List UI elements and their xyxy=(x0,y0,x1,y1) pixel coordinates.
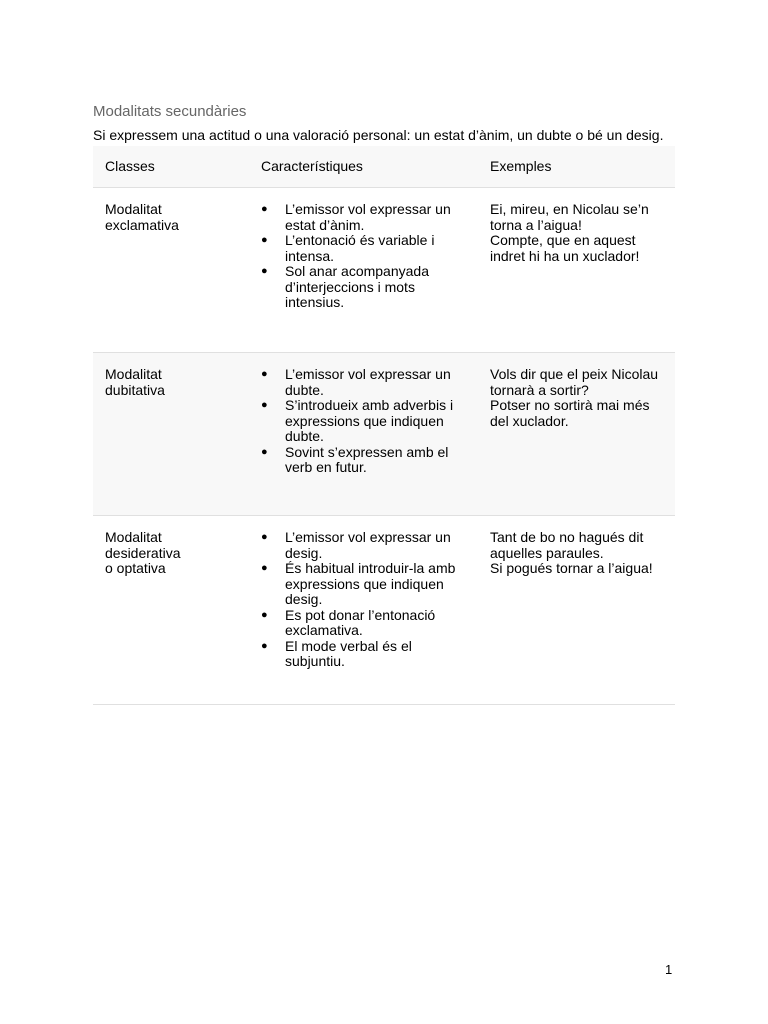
table-row xyxy=(93,516,675,705)
features-cell xyxy=(261,367,466,476)
list-item xyxy=(261,264,466,311)
list-item xyxy=(261,233,466,264)
feature-text: Es pot donar l’entonació exclamativa. xyxy=(285,606,436,638)
feature-text: L’entonació és variable i intensa. xyxy=(285,232,435,264)
class-name-line: Modalitat xyxy=(105,529,162,545)
feature-text: L’emissor vol expressar un dubte. xyxy=(285,366,451,398)
feature-text: Sovint s’expressen amb el verb en futur. xyxy=(285,443,449,475)
examples-cell xyxy=(490,530,670,577)
class-name-line: Modalitat xyxy=(105,366,162,382)
header-classes: Classes xyxy=(105,158,155,174)
bullet-icon: ● xyxy=(261,445,268,458)
class-cell xyxy=(105,202,245,233)
feature-text: El mode verbal és el subjuntiu. xyxy=(285,637,412,669)
class-cell xyxy=(105,530,245,577)
features-cell xyxy=(261,202,466,311)
example-text: Tant de bo no hagués dit aquelles paraules. xyxy=(490,529,644,561)
bullet-icon: ● xyxy=(261,234,268,246)
list-item xyxy=(261,530,466,561)
list-item xyxy=(261,639,466,670)
bullet-icon: ● xyxy=(261,265,268,277)
list-item xyxy=(261,367,466,398)
header-features: Característiques xyxy=(261,158,363,174)
features-cell xyxy=(261,530,466,670)
bullet-icon: ● xyxy=(261,203,268,215)
example-text: Vols dir que el peix Nicolau tornarà a sortir? xyxy=(490,366,659,398)
intro-text: Si expressem una actitud o una valoració personal: un estat d’ànim, un dubte o bé un desig. xyxy=(93,127,664,143)
features-list xyxy=(261,367,466,476)
feature-text: Sol anar acompanyada d’interjeccions i mots intensius. xyxy=(285,263,429,310)
bullet-icon: ● xyxy=(261,368,268,380)
feature-text: És habitual introduir-la amb expressions que indiquen desig. xyxy=(285,560,456,607)
bullet-icon: ● xyxy=(261,399,268,411)
feature-text: L’emissor vol expressar un estat d’ànim. xyxy=(285,201,451,233)
feature-text: L’emissor vol expressar un desig. xyxy=(285,529,451,561)
class-name-line: Modalitat xyxy=(105,201,162,217)
list-item xyxy=(261,202,466,233)
examples-cell xyxy=(490,202,670,264)
class-name-line: o optativa xyxy=(105,560,166,576)
header-examples: Exemples xyxy=(490,158,552,174)
features-list xyxy=(261,530,466,670)
bullet-icon: ● xyxy=(261,639,268,652)
bullet-icon: ● xyxy=(261,562,268,574)
feature-text: S’introdueix amb adverbis i expressions que indiquen dubte. xyxy=(285,397,454,444)
example-text: Potser no sortirà mai més del xuclador. xyxy=(490,397,650,429)
table-header-row xyxy=(93,146,675,188)
bullet-icon: ● xyxy=(261,608,268,621)
examples-cell xyxy=(490,367,670,429)
example-text: Compte, que en aquest indret hi ha un xuclador! xyxy=(490,232,640,264)
list-item xyxy=(261,398,466,445)
class-name-line: dubitativa xyxy=(105,381,165,398)
example-text: Si pogués tornar a l’aigua! xyxy=(490,560,653,576)
table-row xyxy=(93,353,675,516)
class-name-line: exclamativa xyxy=(105,216,179,233)
page-number: 1 xyxy=(665,962,673,977)
list-item xyxy=(261,445,466,476)
class-name-line: desiderativa xyxy=(105,544,181,561)
section-title: Modalitats secundàries xyxy=(93,103,247,120)
table-row xyxy=(93,188,675,353)
modalities-table xyxy=(93,146,675,705)
example-text: Ei, mireu, en Nicolau se’n torna a l’aigua! xyxy=(490,201,649,233)
list-item xyxy=(261,608,466,639)
list-item xyxy=(261,561,466,608)
bullet-icon: ● xyxy=(261,531,268,543)
features-list xyxy=(261,202,466,311)
class-cell xyxy=(105,367,245,398)
